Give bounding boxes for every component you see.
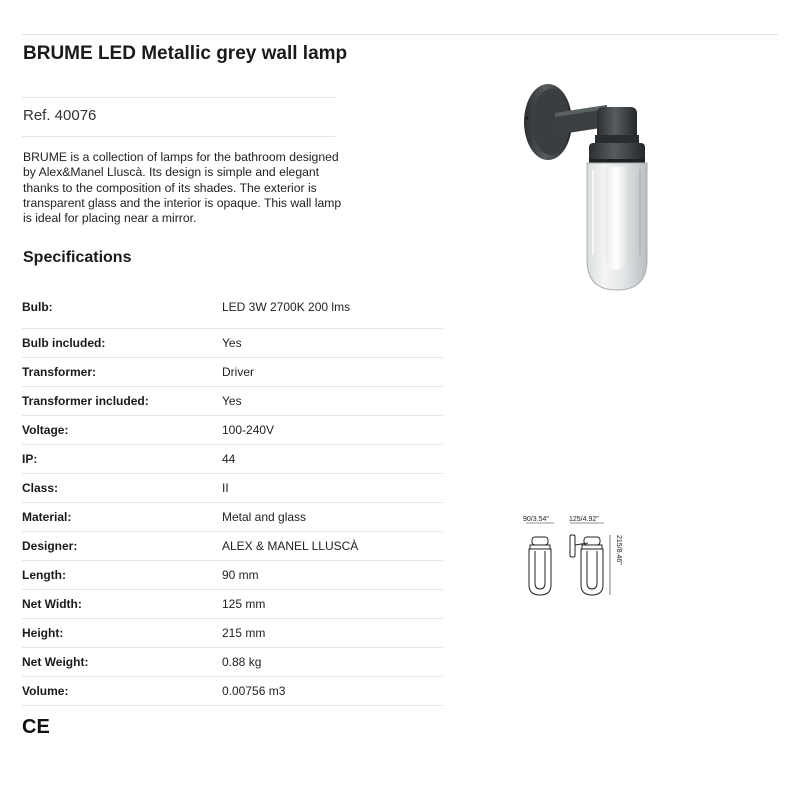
specifications-table: [22, 285, 443, 706]
spec-row: [22, 590, 443, 619]
product-title: BRUME LED Metallic grey wall lamp: [23, 43, 348, 64]
spec-value: Yes: [222, 329, 443, 358]
spec-label: Material:: [22, 503, 222, 532]
spec-row: [22, 677, 443, 706]
reference-divider: [22, 136, 335, 137]
spec-label: IP:: [22, 445, 222, 474]
spec-row: [22, 358, 443, 387]
spec-value: 215 mm: [222, 619, 443, 648]
spec-value: II: [222, 474, 443, 503]
spec-row: [22, 416, 443, 445]
spec-value: 0.88 kg: [222, 648, 443, 677]
spec-value: 100-240V: [222, 416, 443, 445]
spec-value: Driver: [222, 358, 443, 387]
spec-value: LED 3W 2700K 200 lms: [222, 285, 443, 329]
spec-label: Net Weight:: [22, 648, 222, 677]
spec-value: Metal and glass: [222, 503, 443, 532]
spec-label: Bulb included:: [22, 329, 222, 358]
svg-text:CE: CE: [22, 716, 50, 736]
spec-row: [22, 387, 443, 416]
spec-row: [22, 445, 443, 474]
product-reference: Ref. 40076: [23, 107, 97, 124]
spec-label: Class:: [22, 474, 222, 503]
spec-label: Length:: [22, 561, 222, 590]
spec-value: 44: [222, 445, 443, 474]
spec-row: [22, 474, 443, 503]
specifications-heading: Specifications: [23, 249, 132, 266]
spec-label: Transformer included:: [22, 387, 222, 416]
front-width-label: 90/3.54": [523, 516, 549, 523]
spec-value: 0.00756 m3: [222, 677, 443, 706]
spec-row: [22, 561, 443, 590]
spec-label: Height:: [22, 619, 222, 648]
lamp-product-image: [515, 75, 675, 305]
dimension-drawing: [520, 515, 630, 600]
spec-label: Volume:: [22, 677, 222, 706]
spec-value: 125 mm: [222, 590, 443, 619]
height-label: 215/8.46": [615, 535, 622, 565]
spec-label: Bulb:: [22, 285, 222, 329]
front-view: [529, 537, 551, 595]
side-view: [570, 535, 603, 595]
spec-row: [22, 648, 443, 677]
spec-label: Transformer:: [22, 358, 222, 387]
top-divider: [22, 34, 778, 35]
spec-row: [22, 285, 443, 329]
title-divider: [22, 97, 335, 98]
spec-row: [22, 503, 443, 532]
product-description: BRUME is a collection of lamps for the bathroom designed by Alex&Manel Lluscà. Its design is simple and elegant thanks to the composition of its shades. The exterior is transparent glass and the interior is opaque. This wall lamp is ideal for placing near a mirror.: [23, 150, 342, 226]
spec-label: Designer:: [22, 532, 222, 561]
side-depth-label: 125/4.92": [569, 516, 599, 523]
spec-value: Yes: [222, 387, 443, 416]
spec-label: Net Width:: [22, 590, 222, 619]
spec-label: Voltage:: [22, 416, 222, 445]
spec-value: 90 mm: [222, 561, 443, 590]
spec-row: [22, 329, 443, 358]
spec-value: ALEX & MANEL LLUSCÀ: [222, 532, 443, 561]
spec-row: [22, 532, 443, 561]
ce-mark-icon: [22, 716, 50, 736]
spec-row: [22, 619, 443, 648]
